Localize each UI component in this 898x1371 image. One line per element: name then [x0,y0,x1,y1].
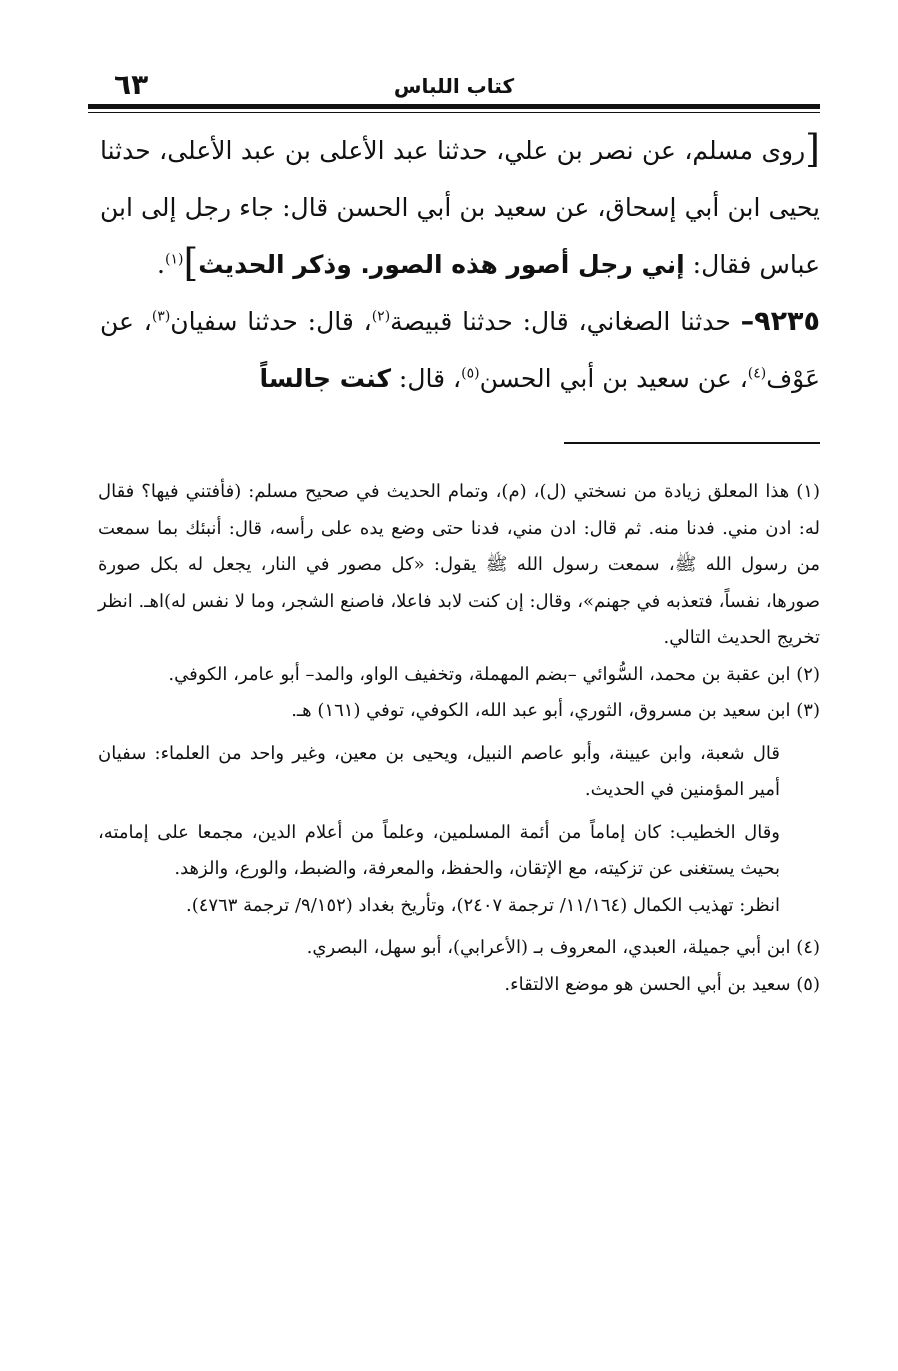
hadith-text-1: حدثنا الصغاني، قال: حدثنا قبيصة [390,307,741,336]
open-bracket: [ [805,127,820,171]
footnote-2: (٢) ابن عقبة بن محمد، السُّوائي –بضم المهملة، وتخفيف الواو، والمد– أبو عامر، الكوفي. [168,663,820,685]
close-bracket: ] [183,241,199,285]
main-paragraph-2 [100,293,820,407]
para1-end: . [157,250,165,279]
hadith-bold-end: كنت جالساً [259,364,391,393]
main-text [100,122,820,407]
footnote-separator [564,442,820,444]
footnote-3: (٣) ابن سعيد بن مسروق، الثوري، أبو عبد الله، الكوفي، توفي (١٦١) هـ. [291,700,820,721]
para1-text: روى مسلم، عن نصر بن علي، حدثنا عبد الأعلى بن عبد الأعلى، حدثنا يحيى ابن أبي إسحاق، عن سعيد بن أبي الحسن قال: جاء رجل إلى ابن عباس فقال: [100,136,820,279]
hadith-text-2: ، قال: حدثنا سفيان [170,307,372,336]
hadith-dash: – [740,306,755,337]
footnote-ref-3: (٣) [151,308,171,325]
footnote-ref-4: (٤) [747,365,767,382]
footnote-3-quote-a: قال شعبة، وابن عيينة، وأبو عاصم النبيل، ويحيى بن معين، وغير واحد من العلماء: سفيان أمير المؤمنين في الحديث. [98,742,780,800]
hadith-text-3: ، عن عَوْف [100,307,820,393]
footnote-ref-2: (٢) [371,308,391,325]
header-rule-thick [88,104,820,109]
running-title: كتاب اللباس [393,74,515,98]
para1-bold-quote: إني رجل أصور هذه الصور. وذكر الحديث [198,250,685,279]
hadith-text-5: ، قال: [390,364,462,393]
footnote-3-quote-b: وقال الخطيب: كان إماماً من أئمة المسلمين، وعلماً من أعلام الدين، مجمعا على إمامته، بحيث يستغنى عن تزكيته، مع الإتقان، والحفظ، والمعرفة، والضبط، والورع، والزهد. [98,821,780,879]
footnote-5: (٥) سعيد بن أبي الحسن هو موضع الالتقاء. [504,973,820,995]
footnotes [98,474,820,1003]
footnote-1: (١) هذا المعلق زيادة من نسختي (ل)، (م)، وتمام الحديث في صحيح مسلم: (فأفتني فيها؟ فقال له: ادن مني. فدنا منه. ثم قال: ادن مني، فدنا حتى وضع يده على رأسه، قال: أنبئك بما سمعت من رسول الله ﷺ، سمعت رسول الله ﷺ يقول: «كل مصور في النار، يجعل له بكل صورة صورها، نفساً، فتعذبه في جهنم»، وقال: إن كنت لابد فاعلا، فاصنع الشجر، وما لا نفس له)اهـ. انظر تخريج الحديث التالي. [98,481,820,648]
header-rule-thin [88,112,820,113]
footnote-4: (٤) ابن أبي جميلة، العبدي، المعروف بـ (الأعرابي)، أبو سهل، البصري. [306,937,820,958]
page-header [88,64,820,104]
main-paragraph-1 [100,122,820,293]
footnote-ref-1: (١) [165,251,184,268]
hadith-text-4: ، عن سعيد بن أبي الحسن [479,364,748,393]
footnote-ref-5: (٥) [461,365,480,382]
hadith-number: ٩٢٣٥ [754,306,821,337]
page-number: ٦٣ [114,68,149,101]
footnote-3-refs: انظر: تهذيب الكمال (١١/١٦٤/ ترجمة ٢٤٠٧)، وتأريخ بغداد (٩/١٥٢/ ترجمة ٤٧٦٣). [185,894,780,916]
